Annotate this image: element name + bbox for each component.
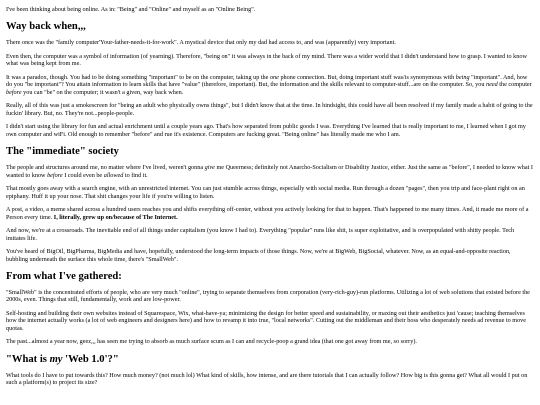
intro-paragraph: I've been thinking about being online. As in: "Being" and "Online" and myself as an "Online Being". — [6, 6, 256, 13]
paragraph: It was a paradox, though. You had to be doing something "important" to be on the computer, taking up the one phone connection. But, doing important stuff was/is synonymous with being "important". And, how do you "be important"? You attain information to learn skills that have "value" (therefore, important). But, the information and the skills relevant to computer-stuff...are on the computer. So, you need the computer before you can "be" on the computer; it wasn't a given, way back when. — [6, 74, 532, 96]
paragraph: I didn't start using the library for fun and actual enrichment until a couple years ago. That's how separated from public goods I was. Everything I've learned that is really important to me, I learned when I got my own computer and wiFi. Old enough to remember "before" and rue it's existence. Computers are fucking great. "Being online" has literally made me who I am. — [6, 123, 526, 138]
heading-immediate-society: The "immediate" society — [6, 146, 119, 158]
paragraph: Even then, the computer was a symbol of information (of yearning). Therefore, "being on" it was always in the back of my mind. There was a wider world that I didn't understand how to grasp. I wanted to know what was being kept from me. — [6, 53, 527, 68]
paragraph: The people and structures around me, no matter where I've lived, weren't gonna give me Queerness; definitely not Anarcho-Socialism or Disability Justice, either. Just the same as "before", I needed to know what I wanted to know before I could even be allowed to find it. — [6, 164, 533, 179]
paragraph: That mostly goes away with a search engine, with an unrestricted internet. You can just stumble across things, especially with social media. Run through a dozen "pages", then you trip and face-plant right on an epiphany. Huff it up your nose. That shit changes your life if you're willing to listen. — [6, 185, 525, 200]
heading-way-back-when: Way back when,,, — [6, 21, 86, 33]
paragraph: And now, we're at a crossroads. The inevitable end of all things under capitalism (you know I had to). Everything "popular" runs like shit, is super exploitative, and is overpopulated with shitty people. Tech imitates life. — [6, 227, 515, 242]
heading-what-ive-gathered: From what I've gathered: — [6, 271, 122, 283]
paragraph: Self-hosting and building their own websites instead of Squarespace, Wix, what-have-ya; minimizing the design for better speed and sustainability, or maxing out their aesthetics just 'cause; teaching themselves how the internet actually works (a lot of web engineers and designers here) and how to revamp it into true, "local networks". Cutting out the middleman and their boss who desperately needs ad revenue to move quotas. — [6, 310, 527, 332]
heading-what-is-my-web: "What is my 'Web 1.0'?" — [6, 353, 119, 365]
paragraph: You've heard of BigOil, BigPharma, BigMedia and have, hopefully, understood the long-term impacts of those things. Now, we're at BigWeb, BigSocial, whatever. Now, as an equal-and-opposite reaction, bubbling underneath the surface this whole time, there's "SmallWeb". — [6, 248, 511, 263]
paragraph: Really, all of this was just a smokescreen for "being an adult who physically owns things", but I didn't know that at the time. In hindsight, this could have all been resolved if my family made a habit of going to the fuckin' library. But, no. They're not...people-people. — [6, 102, 533, 117]
paragraph: What tools do I have to put towards this? How much money? (not much lol) What kind of skills, how intense, and are there tutorials that I can actually follow? How big is this gonna get? What all would I put on such a platform(s) to project its size? — [6, 371, 528, 387]
paragraph: There once was the "family computer'Your-father-needs-it-for-work". A mystical device that only my dad had access to, and was (apparently) very important. — [6, 39, 396, 47]
paragraph: "SmallWeb" is the concentrated efforts of people, who are very much "online", trying to separate themselves from corporation (very-rich-guy)-run platforms. Utilizing a lot of web solutions that existed before the 2000s, even. Things that still, fundamentally, work and are low-power. — [6, 289, 530, 304]
paragraph: A post, a video, a meme shared across a hundred users reaches you and shifts everything off-center, without you actively looking for that to happen. That's happened to me many times. And, it made me more of a Person every time. I, literally, grew up on/because of The Internet. — [6, 206, 529, 221]
paragraph: The past...almost a year now, geez,,, has seen me trying to absorb as much surface scum as I can and recycle-poop a grand idea (that one got away from me, so sorry). — [6, 338, 417, 346]
